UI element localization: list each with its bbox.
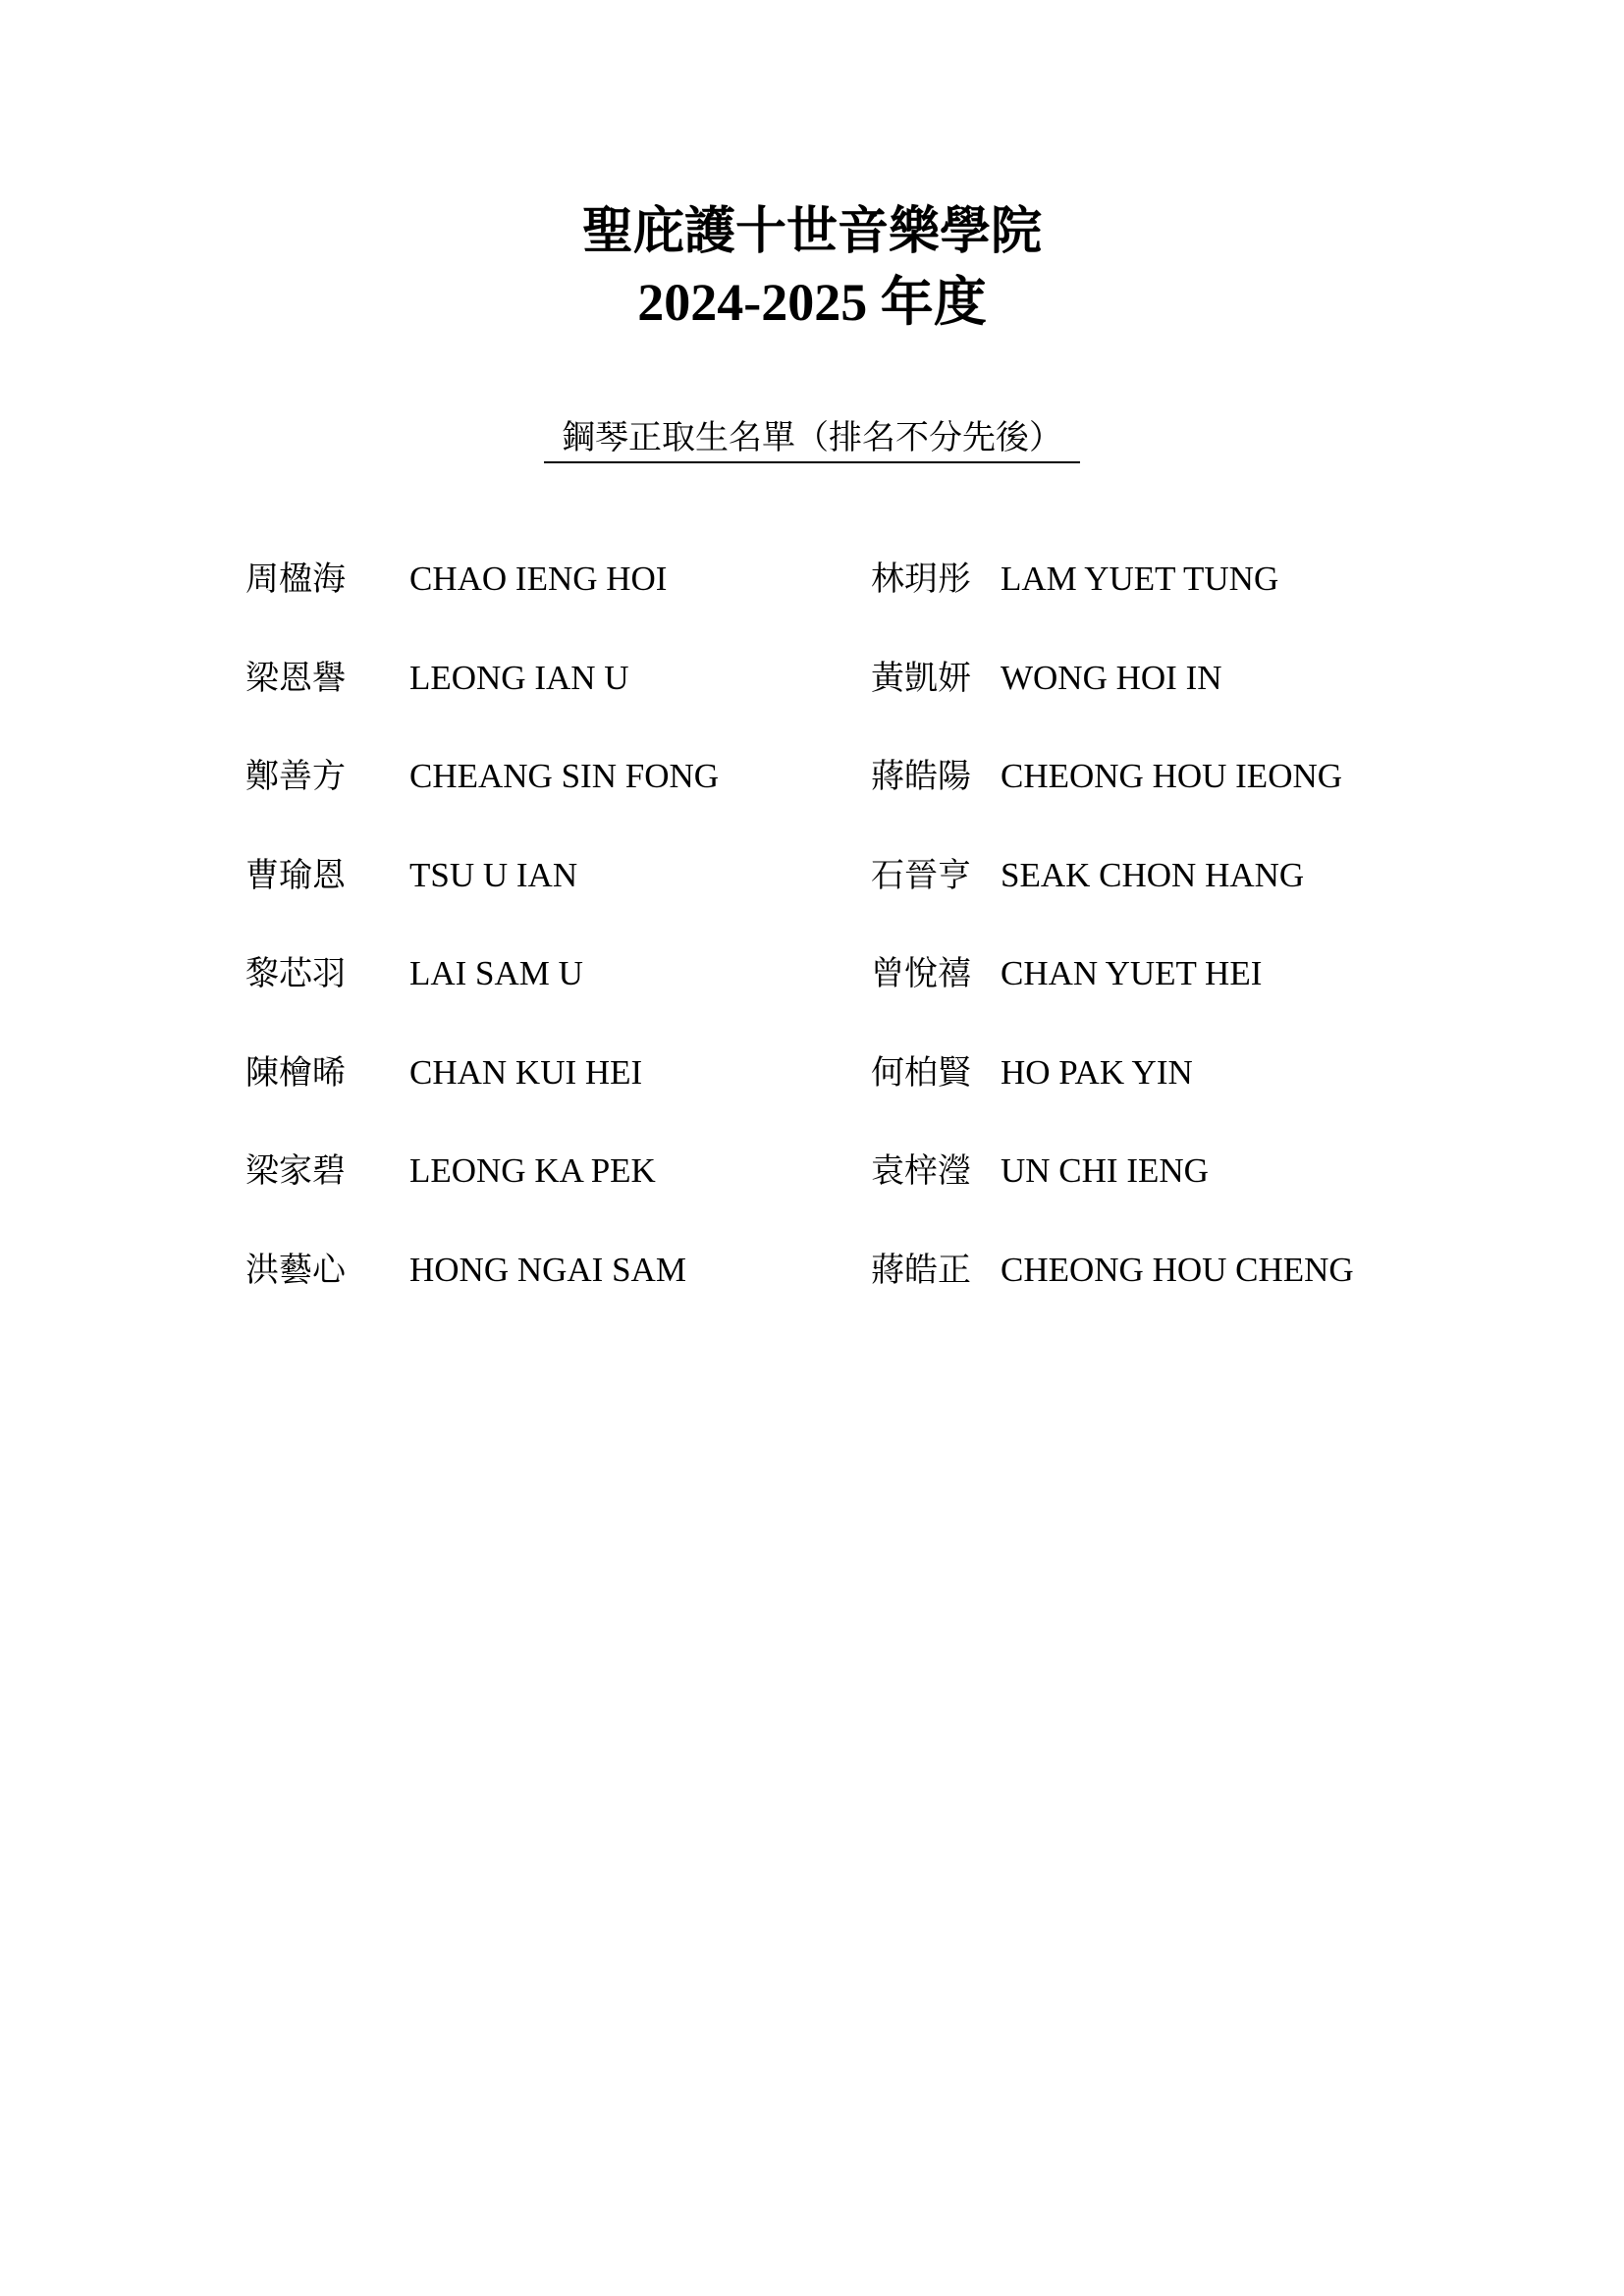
student-english-name: HONG NGAI SAM bbox=[409, 1250, 686, 1289]
student-english-name: SEAK CHON HANG bbox=[1001, 855, 1305, 894]
student-row bbox=[245, 1051, 719, 1150]
student-english-name: CHAN YUET HEI bbox=[1001, 954, 1263, 992]
student-row bbox=[245, 1149, 719, 1249]
student-chinese-name: 石晉亨 bbox=[871, 855, 971, 895]
student-english-name: CHEONG HOU CHENG bbox=[1001, 1250, 1354, 1289]
student-english-name: LEONG IAN U bbox=[409, 658, 629, 697]
student-row bbox=[871, 854, 1354, 953]
student-english-name: LAM YUET TUNG bbox=[1001, 560, 1279, 598]
student-chinese-name: 蔣皓陽 bbox=[871, 757, 971, 796]
student-row bbox=[871, 755, 1354, 854]
student-chinese-name: 林玥彤 bbox=[871, 560, 971, 599]
student-row bbox=[871, 952, 1354, 1051]
list-subtitle-text: 鋼琴正取生名單（排名不分先後） bbox=[544, 416, 1080, 463]
student-english-name: LEONG KA PEK bbox=[409, 1151, 656, 1190]
student-row bbox=[871, 1249, 1354, 1348]
student-chinese-name: 曹瑜恩 bbox=[245, 855, 346, 895]
student-english-name: CHAO IENG HOI bbox=[409, 560, 668, 598]
student-list-left bbox=[245, 558, 719, 1347]
student-row bbox=[871, 657, 1354, 756]
student-chinese-name: 黃凱妍 bbox=[871, 658, 971, 698]
institution-title: 聖庇護十世音樂學院 bbox=[581, 201, 1042, 261]
student-english-name: WONG HOI IN bbox=[1001, 658, 1222, 697]
student-row bbox=[871, 1051, 1354, 1150]
student-row bbox=[245, 755, 719, 854]
student-row bbox=[871, 1149, 1354, 1249]
student-chinese-name: 蔣皓正 bbox=[871, 1250, 971, 1290]
academic-year-title: 2024-2025 年度 bbox=[637, 273, 987, 332]
student-chinese-name: 何柏賢 bbox=[871, 1052, 971, 1093]
student-chinese-name: 袁梓瀅 bbox=[871, 1151, 971, 1191]
student-row bbox=[245, 854, 719, 953]
student-english-name: CHEANG SIN FONG bbox=[409, 757, 720, 795]
student-english-name: UN CHI IENG bbox=[1001, 1151, 1209, 1190]
student-chinese-name: 曾悅禧 bbox=[871, 954, 971, 993]
student-list-right bbox=[871, 558, 1354, 1347]
student-row bbox=[871, 558, 1354, 657]
list-subtitle bbox=[0, 416, 1624, 463]
student-chinese-name: 黎芯羽 bbox=[245, 954, 346, 993]
student-row bbox=[245, 1249, 719, 1348]
student-english-name: LAI SAM U bbox=[409, 954, 583, 992]
student-english-name: CHEONG HOU IEONG bbox=[1001, 757, 1343, 795]
student-chinese-name: 梁家碧 bbox=[245, 1151, 346, 1191]
student-chinese-name: 梁恩譽 bbox=[245, 658, 346, 698]
student-english-name: TSU U IAN bbox=[409, 855, 578, 894]
student-english-name: HO PAK YIN bbox=[1001, 1052, 1193, 1092]
student-english-name: CHAN KUI HEI bbox=[409, 1052, 643, 1092]
student-row bbox=[245, 558, 719, 657]
student-row bbox=[245, 952, 719, 1051]
student-row bbox=[245, 657, 719, 756]
student-chinese-name: 陳檜晞 bbox=[245, 1052, 346, 1093]
student-chinese-name: 周楹海 bbox=[245, 560, 346, 599]
student-chinese-name: 鄭善方 bbox=[245, 757, 346, 796]
student-chinese-name: 洪藝心 bbox=[245, 1250, 346, 1290]
